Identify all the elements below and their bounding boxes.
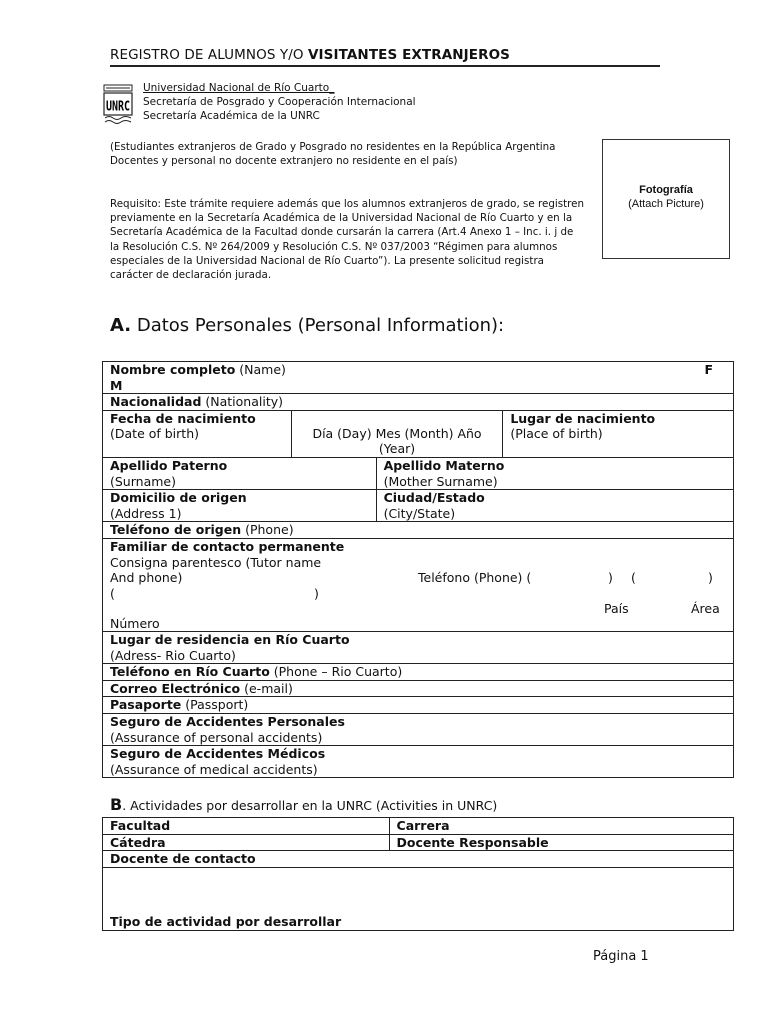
- area-label: Área: [691, 600, 720, 616]
- nacionalidad-cell[interactable]: [103, 394, 734, 411]
- row-tipo-actividad[interactable]: [103, 867, 734, 930]
- apellido-materno-label-en: (Mother Surname): [383, 473, 498, 489]
- pasaporte-label: Pasaporte: [110, 697, 182, 713]
- fecha-label-en: (Date of birth): [110, 426, 199, 442]
- intro-scope-line1: (Estudiantes extranjeros de Grado y Posgrado no residentes en la República Argentina: [110, 141, 556, 153]
- telefono-origen-label: Teléfono de origen: [110, 522, 242, 538]
- row-catedra[interactable]: [103, 834, 734, 851]
- dmy-year-label: (Year): [378, 441, 416, 457]
- lugar-label-en: (Place of birth): [510, 426, 603, 442]
- row-familiar[interactable]: [103, 538, 734, 631]
- domicilio-cell[interactable]: [103, 490, 377, 522]
- catedra-label: Cátedra: [110, 834, 166, 850]
- telefono-rc-label: Teléfono en Río Cuarto: [110, 664, 270, 680]
- seguro-personal-cell[interactable]: [103, 713, 734, 745]
- photo-label: Fotografía: [639, 184, 693, 196]
- row-facultad[interactable]: [103, 818, 734, 835]
- row-nombre[interactable]: [103, 362, 734, 394]
- row-apellidos[interactable]: [103, 457, 734, 489]
- familiar-phone-label: Teléfono (Phone) (: [418, 569, 532, 585]
- activities-table: [102, 817, 734, 931]
- familiar-cell[interactable]: [103, 538, 734, 631]
- sex-f-option[interactable]: F: [704, 362, 713, 377]
- carrera-cell[interactable]: [389, 818, 733, 835]
- row-telefono-rc[interactable]: [103, 664, 734, 681]
- telefono-origen-cell[interactable]: [103, 522, 734, 539]
- docente-responsable-label: Docente Responsable: [396, 834, 549, 850]
- row-residencia[interactable]: [103, 631, 734, 663]
- nombre-label: Nombre completo: [110, 362, 236, 377]
- apellido-paterno-label: Apellido Paterno: [110, 457, 228, 473]
- domicilio-label-en: (Address 1): [110, 505, 182, 521]
- residencia-cell[interactable]: [103, 631, 734, 663]
- ciudad-label: Ciudad/Estado: [383, 490, 485, 506]
- paren-close-2: ): [708, 569, 713, 585]
- seguro-medico-label: Seguro de Accidentes Médicos: [110, 746, 326, 762]
- correo-label: Correo Electrónico: [110, 680, 241, 696]
- paren-close-3: ): [314, 585, 319, 601]
- row-fecha-lugar[interactable]: [103, 410, 734, 457]
- correo-cell[interactable]: [103, 680, 734, 697]
- intro-scope-line2: Docentes y personal no docente extranjero no residente en el país): [110, 155, 458, 168]
- section-b-heading: [110, 795, 497, 814]
- intro-scope: [110, 140, 585, 168]
- title-plain: REGISTRO DE ALUMNOS Y/O: [110, 47, 308, 63]
- pais-label: País: [604, 600, 629, 616]
- pasaporte-cell[interactable]: [103, 697, 734, 714]
- pasaporte-label-en: (Passport): [181, 697, 249, 713]
- apellido-materno-cell[interactable]: [376, 457, 733, 489]
- catedra-cell[interactable]: [103, 834, 390, 851]
- photo-sublabel: (Attach Picture): [628, 198, 704, 210]
- document-title: [110, 47, 510, 63]
- apellido-paterno-label-en: (Surname): [110, 473, 176, 489]
- apellido-materno-label: Apellido Materno: [383, 457, 505, 473]
- residencia-label: Lugar de residencia en Río Cuarto: [110, 631, 350, 647]
- paren-close-1: ): [608, 569, 613, 585]
- title-underline: [110, 65, 660, 67]
- photo-box[interactable]: [602, 139, 730, 259]
- seguro-personal-label-en: (Assurance of personal accidents): [110, 729, 323, 745]
- seguro-medico-cell[interactable]: [103, 746, 734, 778]
- docente-contacto-cell[interactable]: [103, 851, 734, 868]
- section-b-letter: B: [110, 795, 123, 814]
- secretaria-posgrado: Secretaría de Posgrado y Cooperación Internacional: [143, 96, 416, 108]
- fecha-dmy-cell[interactable]: [291, 410, 503, 457]
- numero-label: Número: [110, 615, 160, 631]
- row-telefono-origen[interactable]: [103, 522, 734, 539]
- docente-responsable-cell[interactable]: [389, 834, 733, 851]
- carrera-label: Carrera: [396, 818, 450, 833]
- apellido-paterno-cell[interactable]: [103, 457, 377, 489]
- secretaria-academica: Secretaría Académica de la UNRC: [143, 110, 320, 122]
- familiar-label: Familiar de contacto permanente: [110, 538, 345, 554]
- fecha-cell[interactable]: [103, 410, 292, 457]
- familiar-and-phone-label: And phone): [110, 570, 183, 586]
- row-seguro-medico[interactable]: [103, 746, 734, 778]
- paren-open-3: (: [110, 585, 115, 601]
- paren-open-2: (: [631, 569, 636, 585]
- unrc-logo-icon: [103, 84, 133, 124]
- row-nacionalidad[interactable]: [103, 394, 734, 411]
- personal-info-table: [102, 361, 734, 778]
- page-number: Página 1: [593, 949, 649, 964]
- section-b-title: . Actividades por desarrollar en la UNRC (Activities in UNRC): [122, 798, 498, 813]
- facultad-cell[interactable]: [103, 818, 390, 835]
- nombre-cell[interactable]: [103, 362, 734, 394]
- svg-text:UNRC: UNRC: [105, 97, 131, 114]
- row-correo[interactable]: [103, 680, 734, 697]
- seguro-personal-label: Seguro de Accidentes Personales: [110, 713, 345, 729]
- intro-requirement: Requisito: Este trámite requiere además que los alumnos extranjeros de grado, se registren previamente en la Secretaría Académica de la Universidad Nacional de Río Cuarto y en la Secretaría Académica de la Facultad donde cursarán la carrera (Art.4 Anexo 1 – Inc. i. j de la Resolución C.S. Nº 264/2009 y Resolución C.S. Nº 037/2003 “Régimen para alumnos especiales de la Universidad Nacional de Río Cuarto”). La presente solicitud registra carácter de declaración jurada.: [110, 198, 585, 282]
- section-a-letter: A.: [110, 315, 132, 336]
- fecha-label: Fecha de nacimiento: [110, 410, 256, 426]
- telefono-origen-label-en: (Phone): [241, 522, 294, 538]
- telefono-rc-cell[interactable]: [103, 664, 734, 681]
- section-a-title: Datos Personales (Personal Information):: [131, 315, 505, 336]
- lugar-cell[interactable]: [503, 410, 734, 457]
- dmy-label: Día (Day) Mes (Month) Año: [312, 425, 482, 441]
- domicilio-label: Domicilio de origen: [110, 490, 247, 506]
- tipo-actividad-label: Tipo de actividad por desarrollar: [110, 914, 342, 930]
- residencia-label-en: (Adress- Rio Cuarto): [110, 647, 236, 663]
- lugar-label: Lugar de nacimiento: [510, 410, 656, 426]
- ciudad-label-en: (City/State): [383, 505, 456, 521]
- correo-label-en: (e-mail): [240, 680, 293, 696]
- university-name: Universidad Nacional de Río Cuarto_: [143, 82, 335, 94]
- section-a-heading: [110, 315, 504, 336]
- telefono-rc-label-en: (Phone – Rio Cuarto): [269, 664, 403, 680]
- row-docente-contacto[interactable]: [103, 851, 734, 868]
- seguro-medico-label-en: (Assurance of medical accidents): [110, 761, 318, 777]
- row-seguro-personal[interactable]: [103, 713, 734, 745]
- nacionalidad-label: Nacionalidad: [110, 394, 202, 410]
- nombre-label-en: (Name): [235, 362, 286, 377]
- tipo-actividad-cell[interactable]: [103, 867, 734, 930]
- ciudad-cell[interactable]: [376, 490, 733, 522]
- sex-m-option[interactable]: M: [110, 377, 123, 393]
- familiar-tutor-label: Consigna parentesco (Tutor name: [110, 554, 322, 570]
- title-bold: VISITANTES EXTRANJEROS: [308, 47, 510, 63]
- docente-contacto-label: Docente de contacto: [110, 851, 256, 867]
- row-pasaporte[interactable]: [103, 697, 734, 714]
- facultad-label: Facultad: [110, 818, 171, 833]
- row-domicilio[interactable]: [103, 490, 734, 522]
- nacionalidad-label-en: (Nationality): [201, 394, 284, 410]
